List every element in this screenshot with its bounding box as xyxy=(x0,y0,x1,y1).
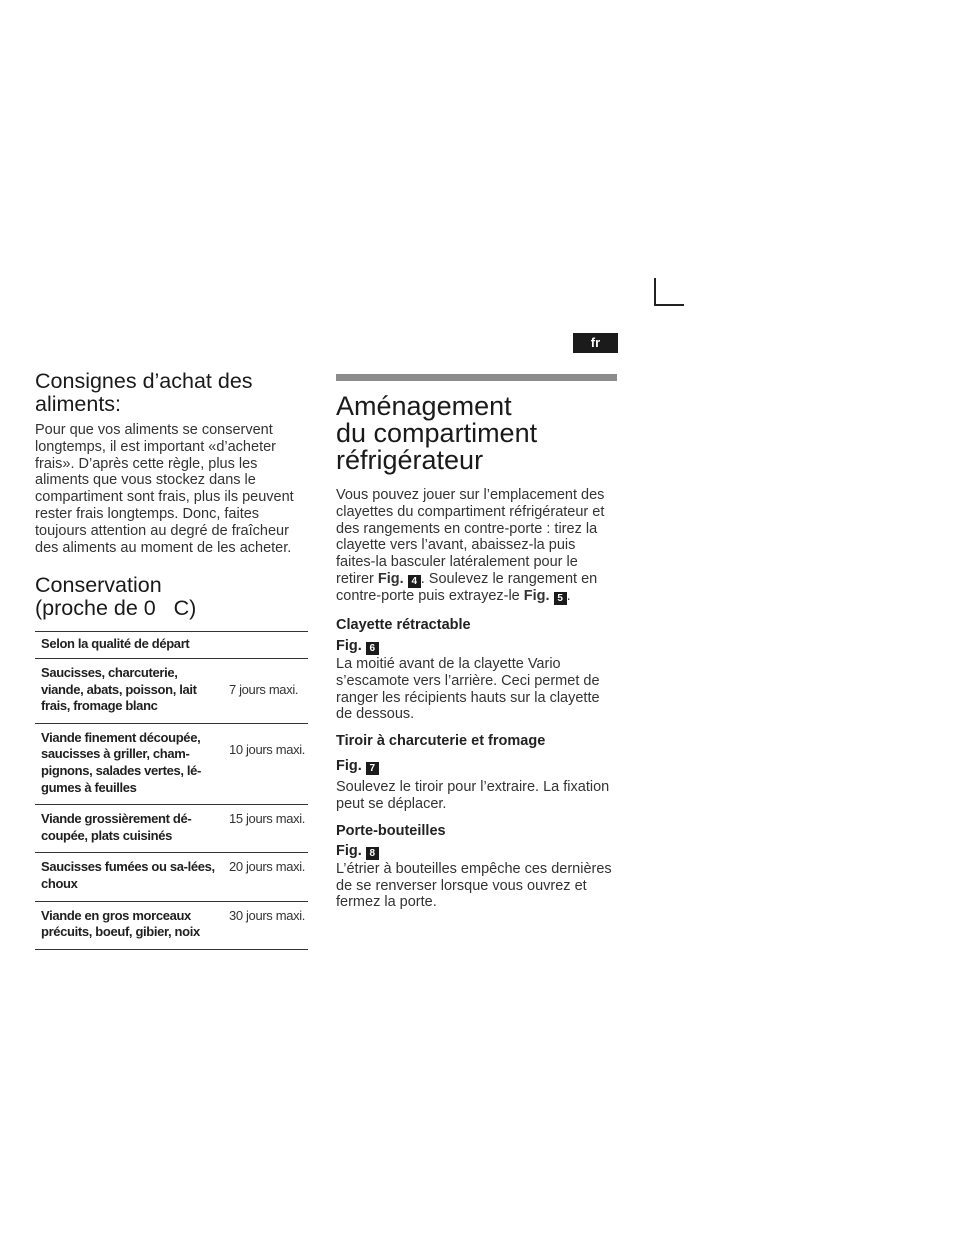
days-cell: 10 jours maxi. xyxy=(223,723,308,804)
fig-label: Fig. xyxy=(377,570,404,587)
table-row xyxy=(35,658,308,723)
subsection-text: Soulevez le tiroir pour l’extraire. La fixation peut se déplacer. xyxy=(336,779,610,812)
section-divider-bar xyxy=(336,374,617,381)
fig-number-badge: 6 xyxy=(366,642,379,655)
days-cell: 15 jours maxi. xyxy=(223,805,308,853)
fig-label: Fig. xyxy=(336,758,362,775)
intro-paragraph xyxy=(336,487,618,605)
language-badge: fr xyxy=(573,333,618,353)
fig-number-badge: 4 xyxy=(408,575,421,588)
fig-number-badge: 5 xyxy=(554,592,567,605)
intro-text-2: . Soulevez le rangement en contre-porte puis extrayez-le xyxy=(336,570,598,604)
right-column xyxy=(336,374,618,911)
section-tiroir xyxy=(336,732,618,813)
table-row xyxy=(35,723,308,804)
table-row xyxy=(35,805,308,853)
fig-number-badge: 7 xyxy=(366,762,379,775)
fig-reference xyxy=(336,757,618,775)
subsection-title: Porte-bouteilles xyxy=(336,822,446,839)
days-cell: 20 jours maxi. xyxy=(223,853,308,901)
table-row xyxy=(35,901,308,949)
food-cell: Saucisses, charcuterie, viande, abats, poisson, lait frais, fromage blanc xyxy=(35,658,223,723)
main-title-line2: du compartiment xyxy=(336,418,538,448)
section-title-conservation xyxy=(35,574,308,620)
food-cell: Viande en gros morceaux précuits, boeuf, gibier, noix xyxy=(35,901,223,949)
fig-reference xyxy=(336,842,618,860)
days-cell: 30 jours maxi. xyxy=(223,901,308,949)
section-porte-bouteilles xyxy=(336,822,618,911)
conservation-line1: Conservation xyxy=(35,573,162,598)
left-column xyxy=(35,368,308,950)
intro-text-3: . xyxy=(566,587,571,604)
fig-reference xyxy=(336,637,618,655)
corner-mark-vertical xyxy=(654,278,656,306)
fig-number-badge: 8 xyxy=(366,847,379,860)
storage-table xyxy=(35,631,308,949)
table-row xyxy=(35,853,308,901)
subsection-text: L’étrier à bouteilles empêche ces dernières de se renverser lorsque vous ouvrez et fermez la porte. xyxy=(336,860,612,911)
main-title xyxy=(336,393,618,474)
conservation-line2: (proche de 0 C) xyxy=(35,596,197,621)
subsection-text: La moitié avant de la clayette Vario s’escamote vers l’arrière. Ceci permet de ranger les récipients hauts sur la clayette de dessous. xyxy=(336,655,600,723)
days-cell: 7 jours maxi. xyxy=(223,658,308,723)
shopping-paragraph: Pour que vos aliments se conservent longtemps, il est important «d’acheter frais». D’après cette règle, plus les aliments que vous stockez dans le compartiment sont frais, plus ils peuvent rester frais longtemps. Donc, faites toujours attention au degré de fraîcheur des aliments au moment de les acheter. xyxy=(35,422,294,556)
fig-label: Fig. xyxy=(336,842,362,859)
main-title-line3: réfrigérateur xyxy=(336,445,484,475)
corner-mark-horizontal xyxy=(654,304,684,306)
fig-label: Fig. xyxy=(523,587,550,604)
intro-text-1: Vous pouvez jouer sur l’emplacement des clayettes du compartiment réfrigérateur et des rangements en contre-porte : tirez la clayette vers l’avant, abaissez-la puis faites-la basculer latéralement pour le retirer xyxy=(336,487,605,587)
subsection-title: Tiroir à charcuterie et fromage xyxy=(336,733,546,750)
section-clayette xyxy=(336,616,618,723)
food-cell: Viande finement découpée, saucisses à griller, cham-pignons, salades vertes, lé-gumes à feuilles xyxy=(35,723,223,804)
food-cell: Viande grossièrement dé-coupée, plats cuisinés xyxy=(35,805,223,853)
section-title-shopping: Consignes d’achat des aliments: xyxy=(35,369,253,416)
main-title-line1: Aménagement xyxy=(336,391,512,421)
subsection-title: Clayette rétractable xyxy=(336,616,471,633)
table-header: Selon la qualité de départ xyxy=(35,632,308,659)
fig-label: Fig. xyxy=(336,637,362,654)
food-cell: Saucisses fumées ou sa-lées, choux xyxy=(35,853,223,901)
table-header-row xyxy=(35,632,308,659)
